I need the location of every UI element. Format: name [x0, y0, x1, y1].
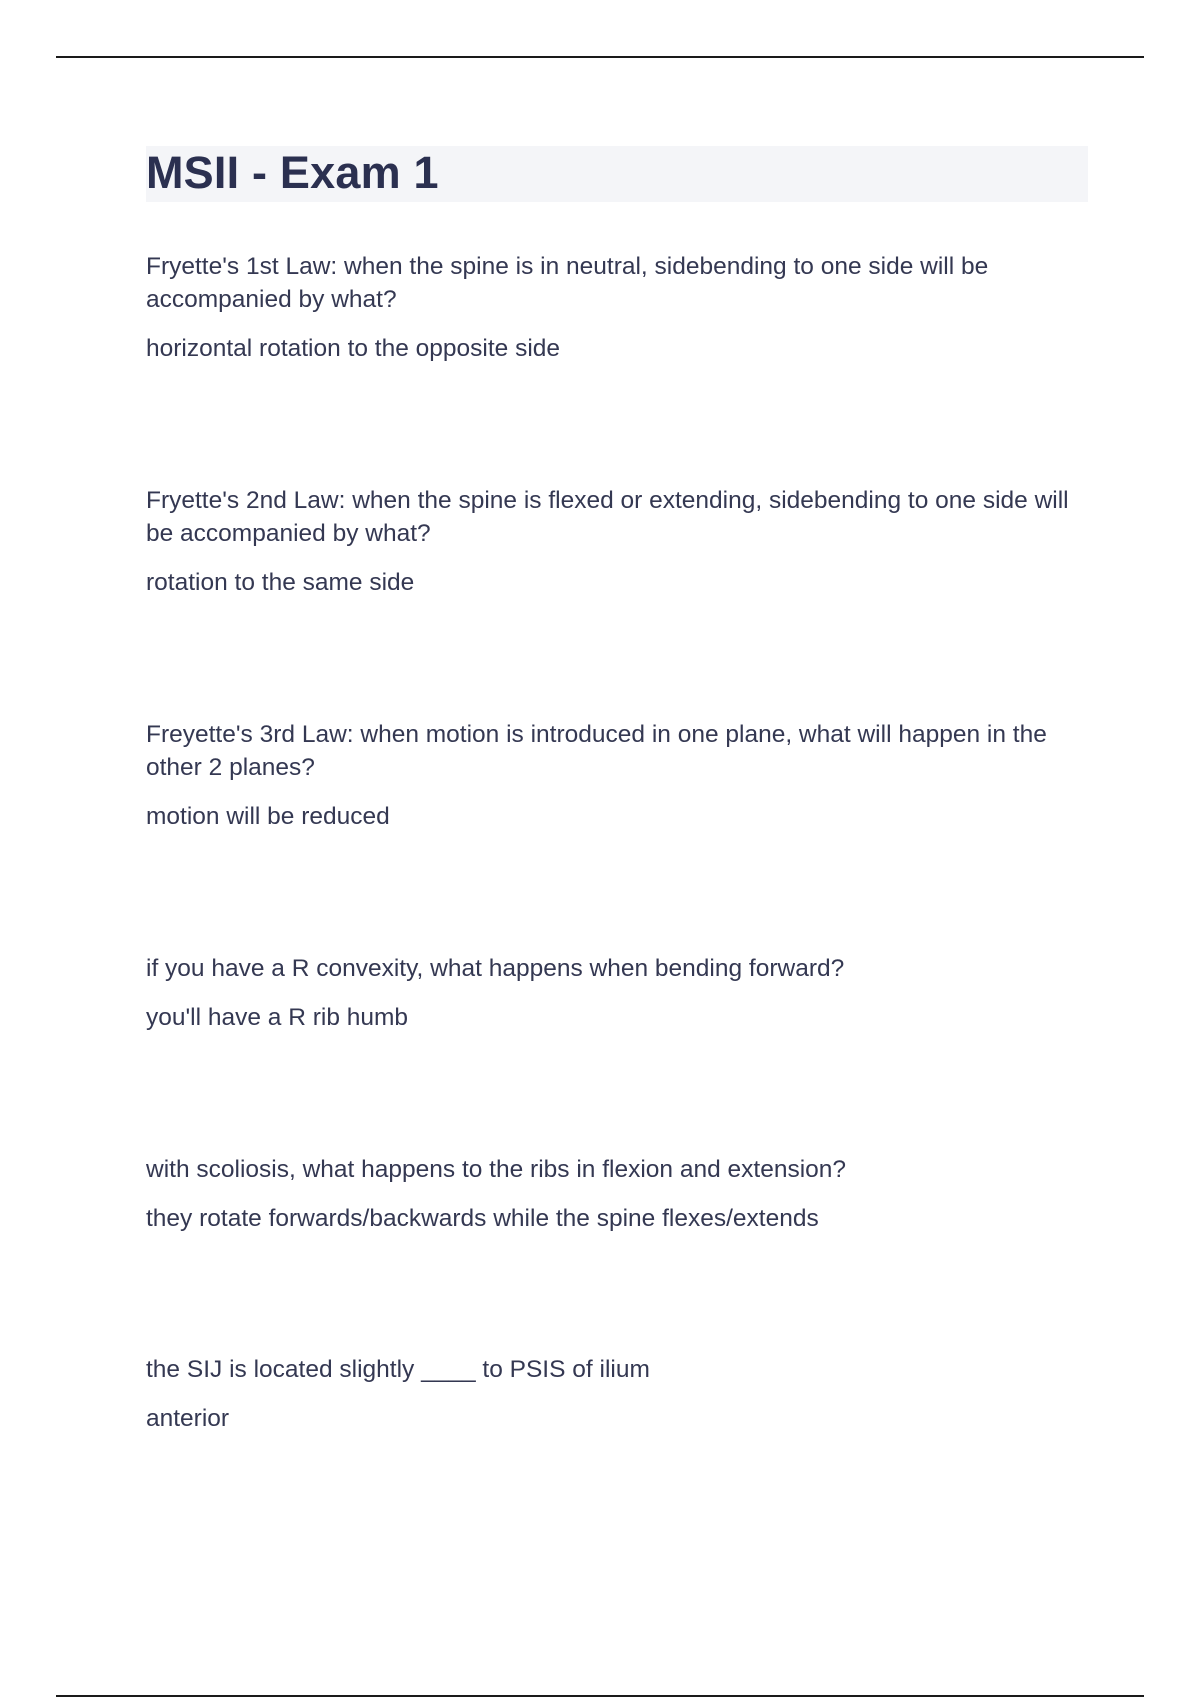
answer-text: they rotate forwards/backwards while the spine flexes/extends	[146, 1205, 819, 1232]
question-text: Fryette's 2nd Law: when the spine is flexed or extending, sidebending to one side will be accompanied by what?	[146, 487, 1069, 547]
flashcard-3	[146, 718, 1086, 833]
bottom-divider	[56, 1695, 1144, 1697]
flashcard-2	[146, 484, 1086, 599]
top-divider	[56, 56, 1144, 58]
flashcard-6	[146, 1353, 1086, 1435]
question-text: Freyette's 3rd Law: when motion is introduced in one plane, what will happen in the other 2 planes?	[146, 721, 1047, 781]
flashcard-5	[146, 1153, 1086, 1235]
question-text: with scoliosis, what happens to the ribs in flexion and extension?	[146, 1156, 847, 1183]
answer-text: anterior	[146, 1405, 230, 1432]
answer-text: rotation to the same side	[146, 569, 415, 596]
question-text: if you have a R convexity, what happens when bending forward?	[146, 955, 845, 982]
question-text: the SIJ is located slightly ____ to PSIS of ilium	[146, 1356, 650, 1383]
answer-text: horizontal rotation to the opposite side	[146, 335, 561, 362]
question-text: Fryette's 1st Law: when the spine is in neutral, sidebending to one side will be accompanied by what?	[146, 253, 989, 313]
flashcard-4	[146, 952, 1086, 1034]
answer-text: motion will be reduced	[146, 803, 390, 830]
flashcard-1	[146, 250, 1086, 365]
page-title: MSII - Exam 1	[146, 147, 439, 198]
answer-text: you'll have a R rib humb	[146, 1004, 409, 1031]
